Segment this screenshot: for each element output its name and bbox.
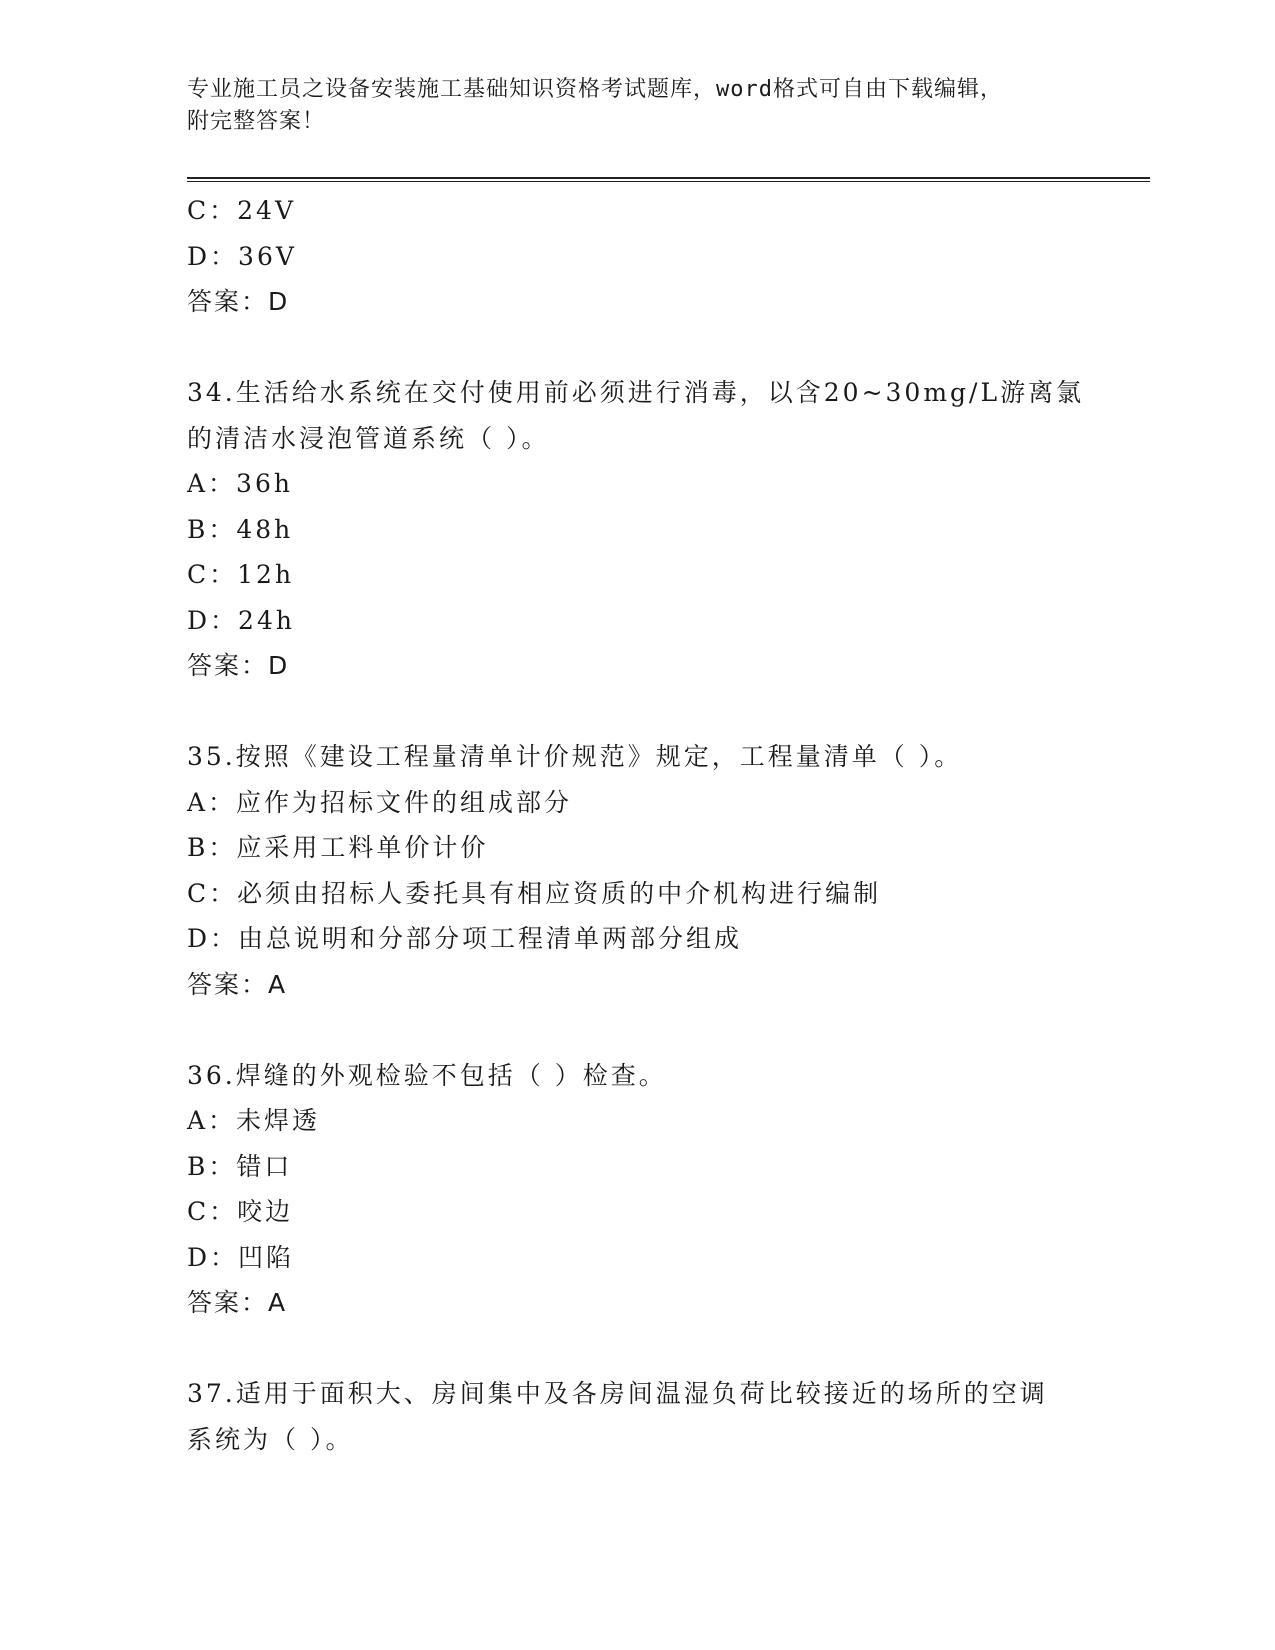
option-c: C：12h (187, 560, 295, 589)
header-rule (187, 177, 1150, 182)
option-d: D：36V (187, 241, 297, 271)
question-stem: 35.按照《建设工程量清单计价规范》规定，工程量清单（ ）。 (187, 742, 963, 771)
page-header (187, 74, 1087, 138)
header-line-2: 附完整答案！ (187, 109, 326, 134)
header-line-1: 专业施工员之设备安装施工基础知识资格考试题库，word格式可自由下载编辑， (187, 77, 1003, 102)
question-content (187, 188, 1087, 1462)
question-stem: 36.焊缝的外观检验不包括（ ）检查。 (187, 1060, 667, 1090)
option-a: A：36h (187, 469, 293, 498)
option-c: C：必须由招标人委托具有相应资质的中介机构进行编制 (187, 878, 882, 908)
option-c: C：咬边 (187, 1197, 294, 1226)
option-b: B：应采用工料单价计价 (187, 833, 489, 862)
question-33-continued (187, 188, 1087, 325)
question-stem: 系统为（ ）。 (187, 1424, 354, 1454)
option-d: D：由总说明和分部分项工程清单两部分组成 (187, 924, 743, 953)
option-b: B：错口 (187, 1151, 293, 1181)
question-36 (187, 1053, 1087, 1326)
option-a: A：未焊透 (187, 1106, 321, 1135)
option-d: D：24h (187, 605, 295, 635)
answer-line: 答案：A (187, 1288, 288, 1317)
question-stem: 的清洁水浸泡管道系统（ ）。 (187, 423, 550, 453)
option-d: D：凹陷 (187, 1242, 295, 1272)
question-35 (187, 734, 1087, 1007)
answer-line: 答案：A (187, 969, 288, 999)
question-stem: 37.适用于面积大、房间集中及各房间温湿负荷比较接近的场所的空调 (187, 1379, 1048, 1408)
option-b: B：48h (187, 514, 294, 544)
question-37 (187, 1371, 1087, 1462)
question-34 (187, 370, 1087, 689)
option-c: C：24V (187, 196, 296, 225)
question-stem: 34.生活给水系统在交付使用前必须进行消毒，以含20~30mg/L游离氯 (187, 378, 1085, 407)
answer-line: 答案：D (187, 651, 290, 680)
answer-line: 答案：D (187, 287, 290, 316)
option-a: A：应作为招标文件的组成部分 (187, 787, 573, 817)
